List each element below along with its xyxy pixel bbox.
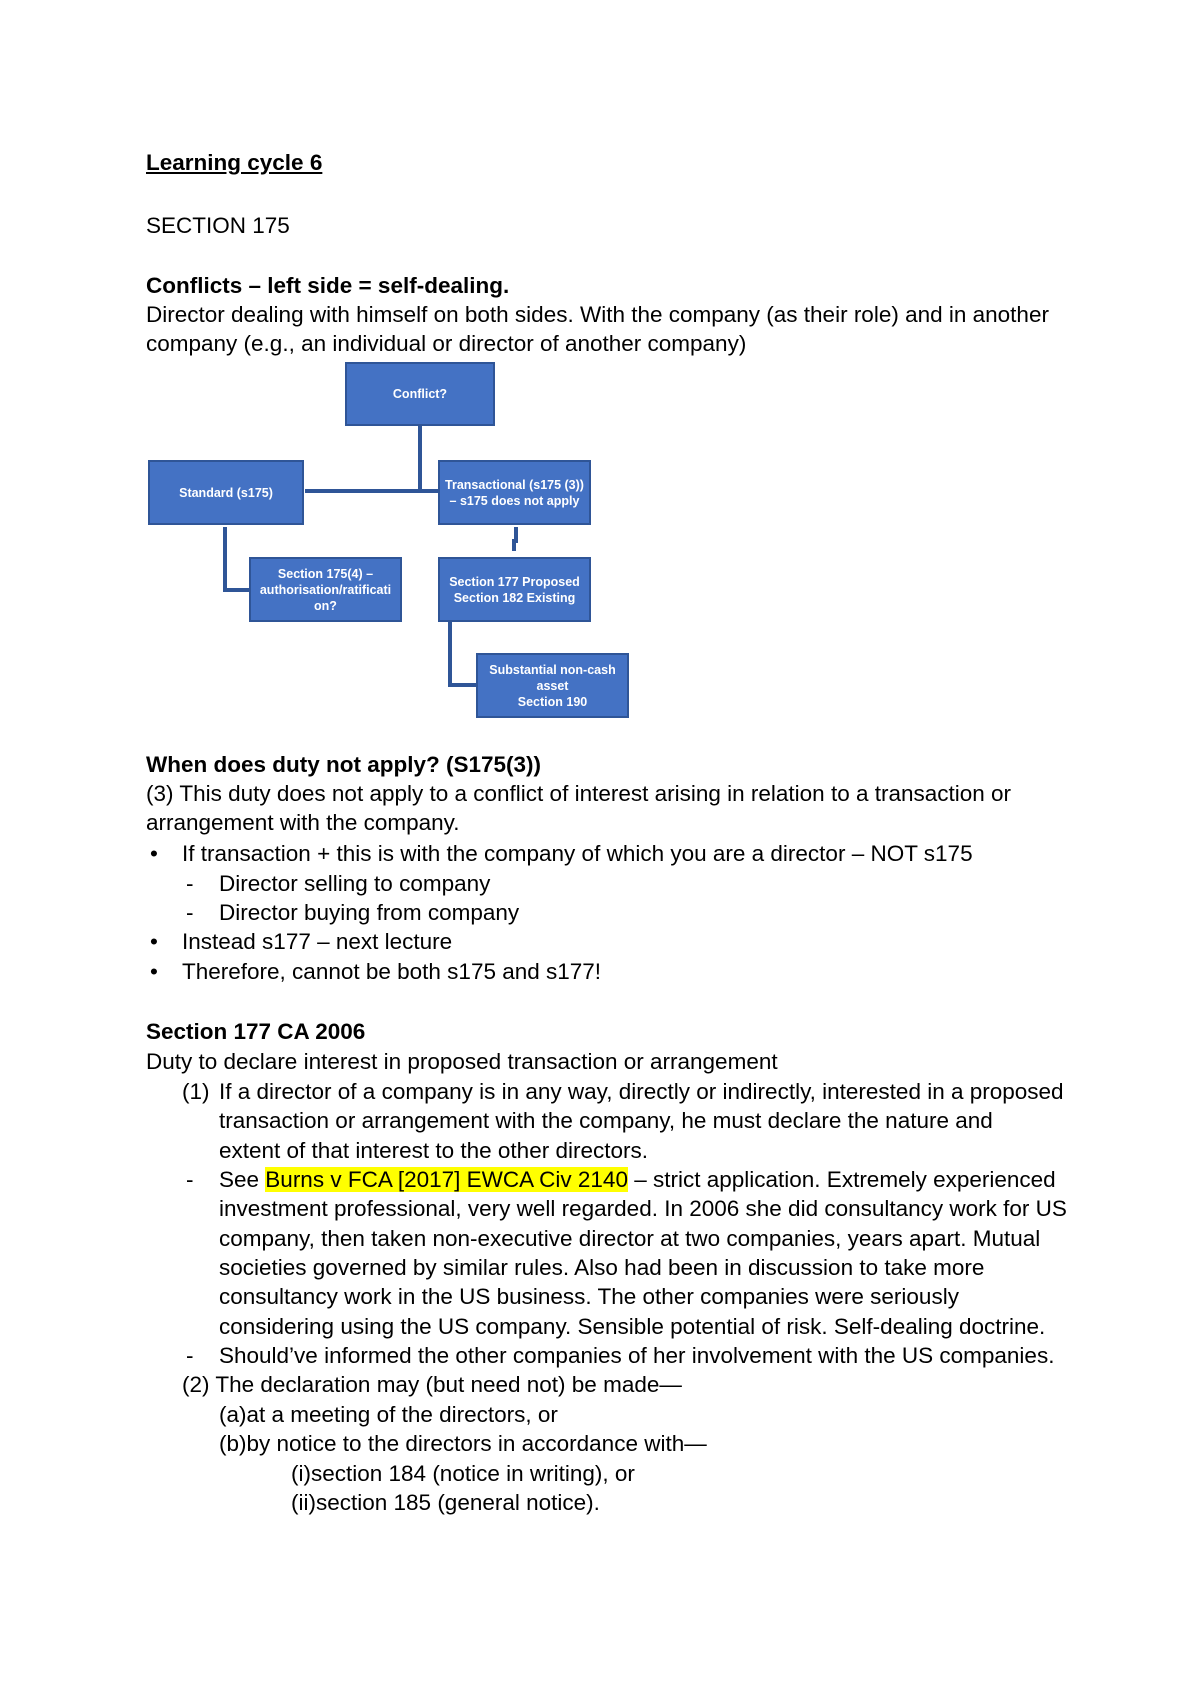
burns-prefix: See [219,1167,266,1192]
s177-subtitle: Duty to declare interest in proposed transaction or arrangement [146,1049,778,1074]
box-label: Section 190 [517,694,588,709]
duty-heading: When does duty not apply? (S175(3)) [146,752,542,777]
burns-line: company, then taken non-executive director at two companies, years apart. Mutual [219,1226,1041,1251]
item-number: (1) [182,1079,210,1104]
diagram-connectors [0,0,1200,760]
box-label: Substantial non-cash [489,662,616,677]
burns-first-line [219,1165,1056,1194]
burns-line: considering using the US company. Sensible potential of risk. Self-dealing doctrine. [219,1314,1046,1339]
connector-line [225,527,249,590]
conflicts-text-line: Director dealing with himself on both sides. With the company (as their role) and in another [146,302,1049,327]
s177-item-i: (i)section 184 (notice in writing), or [291,1461,635,1486]
box-label: on? [314,598,337,613]
duty-text-line: arrangement with the company. [146,810,460,835]
s177-heading: Section 177 CA 2006 [146,1019,366,1044]
diagram-box-transactional [438,460,591,525]
connector-line [450,622,476,685]
conflicts-heading: Conflicts – left side = self-dealing. [146,273,510,298]
burns-line: investment professional, very well regarded. In 2006 she did consultancy work for US [219,1196,1067,1221]
bullet-glyph: • [150,841,158,866]
dash-glyph: - [186,871,194,896]
should-have-line: Should’ve informed the other companies of her involvement with the US companies. [219,1343,1055,1368]
burns-line: consultancy work in the US business. The other companies were seriously [219,1284,959,1309]
diagram-box-conflict [345,362,495,426]
dash-glyph: - [186,1343,194,1368]
dash-item: Director buying from company [219,900,520,925]
diagram-box-s177 [438,557,591,622]
burns-line: societies governed by similar rules. Also had been in discussion to take more [219,1255,985,1280]
bullet-item: Instead s177 – next lecture [182,929,453,954]
dash-glyph: - [186,900,194,925]
box-label: Section 182 Existing [453,590,576,605]
burns-suffix: – strict application. Extremely experienced [627,1167,1056,1192]
s177-item1-line: transaction or arrangement with the company, he must declare the nature and [219,1108,993,1133]
box-label: Standard (s175) [179,485,273,500]
box-label: Conflict? [392,387,448,401]
s177-item-ii: (ii)section 185 (general notice). [291,1490,600,1515]
connector-line [514,527,516,551]
box-label: authorisation/ratificati [259,582,392,597]
bullet-glyph: • [150,929,158,954]
box-label: Section 177 Proposed [449,574,580,589]
box-label: asset [536,678,569,693]
bullet-item: Therefore, cannot be both s175 and s177! [182,959,602,984]
diagram-box-standard [148,460,304,525]
burns-case-highlight: Burns v FCA [2017] EWCA Civ 2140 [265,1167,628,1192]
s177-item1-line: extent of that interest to the other directors. [219,1138,648,1163]
dash-item: Director selling to company [219,871,491,896]
s177-item-a: (a)at a meeting of the directors, or [219,1402,558,1427]
page-title: Learning cycle 6 [146,150,323,175]
duty-text-line: (3) This duty does not apply to a conflict of interest arising in relation to a transaction or [146,781,1012,806]
bullet-glyph: • [150,959,158,984]
section-label: SECTION 175 [146,213,290,238]
diagram-box-authorisation [249,557,402,622]
dash-glyph: - [186,1167,194,1192]
s177-item1-line: If a director of a company is in any way, directly or indirectly, interested in a proposed [219,1079,1064,1104]
s177-item2: (2) The declaration may (but need not) be made— [182,1372,682,1397]
box-label: Section 175(4) – [277,566,374,581]
bullet-item: If transaction + this is with the company of which you are a director – NOT s175 [182,841,973,866]
diagram-box-substantial [476,653,629,718]
s177-item-b: (b)by notice to the directors in accordance with— [219,1431,707,1456]
box-label: – s175 does not apply [449,493,580,508]
box-label: Transactional (s175 (3)) [445,477,584,492]
conflicts-text-line: company (e.g., an individual or director of another company) [146,331,747,356]
